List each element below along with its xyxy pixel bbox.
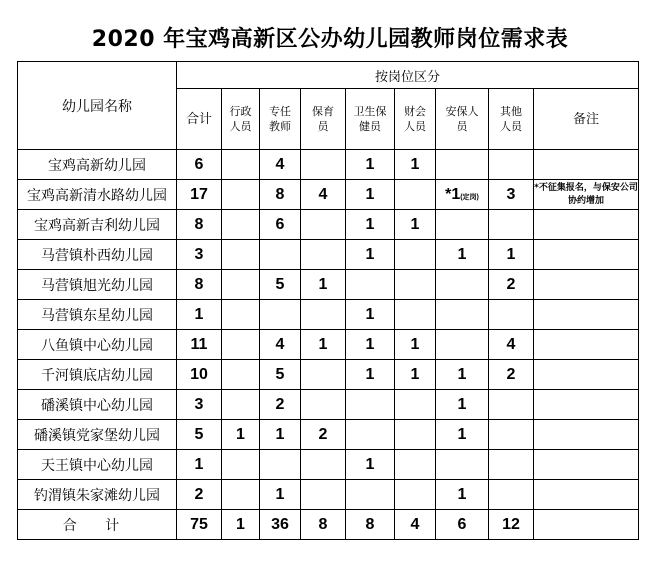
kindergarten-name: 磻溪镇党家堡幼儿园 [18, 420, 177, 450]
count-cell: 4 [489, 330, 534, 360]
count-cell [436, 270, 489, 300]
count-cell: 6 [260, 210, 301, 240]
count-cell [395, 180, 436, 210]
count-cell [395, 450, 436, 480]
column-header-4: 卫生保 健员 [346, 89, 395, 150]
count-cell [222, 240, 260, 270]
count-cell: 2 [489, 360, 534, 390]
count-cell: 4 [260, 150, 301, 180]
count-cell: 3 [489, 180, 534, 210]
header-name: 幼儿园名称 [18, 62, 177, 150]
count-cell [436, 330, 489, 360]
count-cell: 2 [260, 390, 301, 420]
count-cell [260, 240, 301, 270]
column-header-3: 保育 员 [301, 89, 346, 150]
count-cell: 1 [395, 150, 436, 180]
table-row [18, 390, 639, 420]
total-cell: 8 [346, 510, 395, 540]
table-row [18, 270, 639, 300]
count-cell: 1 [346, 240, 395, 270]
count-cell: 1 [395, 360, 436, 390]
count-cell [301, 360, 346, 390]
count-cell [301, 450, 346, 480]
security-note-sub: (定岗) [460, 193, 479, 201]
kindergarten-name: 马营镇朴西幼儿园 [18, 240, 177, 270]
count-cell [222, 150, 260, 180]
remark-cell [534, 480, 639, 510]
count-cell [436, 300, 489, 330]
column-header-5: 财会 人员 [395, 89, 436, 150]
count-cell [222, 360, 260, 390]
kindergarten-name: 马营镇旭光幼儿园 [18, 270, 177, 300]
count-cell [222, 180, 260, 210]
count-cell: 4 [301, 180, 346, 210]
count-cell: 17 [177, 180, 222, 210]
count-cell: 1 [346, 450, 395, 480]
kindergarten-name: 磻溪镇中心幼儿园 [18, 390, 177, 420]
count-cell: 1 [346, 300, 395, 330]
table-row [18, 330, 639, 360]
count-cell [489, 480, 534, 510]
kindergarten-name: 宝鸡高新幼儿园 [18, 150, 177, 180]
page-title: 2020 年宝鸡高新区公办幼儿园教师岗位需求表 [91, 27, 569, 52]
count-cell: 1 [436, 480, 489, 510]
count-cell [301, 210, 346, 240]
count-cell: 6 [177, 150, 222, 180]
count-cell [436, 150, 489, 180]
table-row [18, 300, 639, 330]
table-row [18, 360, 639, 390]
count-cell: 1 [395, 210, 436, 240]
count-cell [395, 480, 436, 510]
count-cell: *1(定岗) [436, 180, 489, 210]
count-cell [222, 210, 260, 240]
remark-cell [534, 270, 639, 300]
count-cell [346, 390, 395, 420]
count-cell [222, 300, 260, 330]
total-row [18, 510, 639, 540]
count-cell [222, 270, 260, 300]
count-cell: 1 [346, 330, 395, 360]
count-cell [489, 420, 534, 450]
count-cell [222, 480, 260, 510]
count-cell [489, 210, 534, 240]
total-cell: 4 [395, 510, 436, 540]
total-cell [534, 510, 639, 540]
remark-cell [534, 240, 639, 270]
kindergarten-name: 宝鸡高新清水路幼儿园 [18, 180, 177, 210]
header-group: 按岗位区分 [177, 62, 639, 89]
count-cell: 8 [177, 210, 222, 240]
remark-cell: *不征集报名，与保安公司协约增加 [534, 180, 639, 210]
count-cell: 1 [436, 420, 489, 450]
count-cell [346, 480, 395, 510]
total-cell: 6 [436, 510, 489, 540]
total-label: 合 计 [18, 510, 177, 540]
count-cell [395, 390, 436, 420]
job-demand-table [17, 61, 639, 540]
count-cell: 1 [346, 150, 395, 180]
count-cell [301, 300, 346, 330]
count-cell [260, 300, 301, 330]
count-cell: 1 [301, 330, 346, 360]
count-cell: 1 [260, 480, 301, 510]
table-row [18, 180, 639, 210]
kindergarten-name: 马营镇东星幼儿园 [18, 300, 177, 330]
count-cell: 1 [346, 210, 395, 240]
kindergarten-name: 天王镇中心幼儿园 [18, 450, 177, 480]
count-cell [436, 450, 489, 480]
total-cell: 12 [489, 510, 534, 540]
count-cell: 8 [260, 180, 301, 210]
table-row [18, 480, 639, 510]
count-cell [260, 450, 301, 480]
table-row [18, 150, 639, 180]
column-header-2: 专任 教师 [260, 89, 301, 150]
count-cell: 1 [489, 240, 534, 270]
count-cell: 1 [222, 420, 260, 450]
kindergarten-name: 宝鸡高新吉利幼儿园 [18, 210, 177, 240]
count-cell [301, 480, 346, 510]
column-header-0: 合计 [177, 89, 222, 150]
count-cell [395, 270, 436, 300]
count-cell [395, 420, 436, 450]
kindergarten-name: 千河镇底店幼儿园 [18, 360, 177, 390]
count-cell: 2 [177, 480, 222, 510]
count-cell: 1 [436, 360, 489, 390]
count-cell: 3 [177, 240, 222, 270]
count-cell [395, 300, 436, 330]
count-cell: 1 [395, 330, 436, 360]
count-cell [301, 150, 346, 180]
count-cell [222, 390, 260, 420]
count-cell [346, 270, 395, 300]
count-cell: 1 [260, 420, 301, 450]
remark-cell [534, 360, 639, 390]
table-row [18, 420, 639, 450]
count-cell: 2 [301, 420, 346, 450]
count-cell: 11 [177, 330, 222, 360]
remark-cell [534, 450, 639, 480]
count-cell [301, 390, 346, 420]
kindergarten-name: 钓渭镇朱家滩幼儿园 [18, 480, 177, 510]
count-cell: 2 [489, 270, 534, 300]
count-cell [301, 240, 346, 270]
count-cell: 5 [177, 420, 222, 450]
count-cell: 3 [177, 390, 222, 420]
count-cell: 1 [177, 300, 222, 330]
count-cell: 5 [260, 270, 301, 300]
column-header-1: 行政 人员 [222, 89, 260, 150]
count-cell: 1 [301, 270, 346, 300]
count-cell: 8 [177, 270, 222, 300]
count-cell [489, 390, 534, 420]
remark-cell [534, 150, 639, 180]
count-cell [436, 210, 489, 240]
count-cell: 1 [436, 240, 489, 270]
count-cell: 1 [436, 390, 489, 420]
total-cell: 36 [260, 510, 301, 540]
count-cell: 1 [346, 180, 395, 210]
count-cell [489, 300, 534, 330]
count-cell [222, 330, 260, 360]
column-header-6: 安保人 员 [436, 89, 489, 150]
remark-cell [534, 390, 639, 420]
column-header-7: 其他 人员 [489, 89, 534, 150]
count-cell [489, 150, 534, 180]
kindergarten-name: 八鱼镇中心幼儿园 [18, 330, 177, 360]
column-header-8: 备注 [534, 89, 639, 150]
count-cell: 10 [177, 360, 222, 390]
total-cell: 1 [222, 510, 260, 540]
count-cell: 1 [177, 450, 222, 480]
remark-cell [534, 330, 639, 360]
count-cell [489, 450, 534, 480]
count-cell [395, 240, 436, 270]
remark-cell [534, 210, 639, 240]
remark-cell [534, 300, 639, 330]
count-cell [222, 450, 260, 480]
count-cell [346, 420, 395, 450]
count-cell: 5 [260, 360, 301, 390]
table-row [18, 240, 639, 270]
table-row [18, 450, 639, 480]
count-cell: 1 [346, 360, 395, 390]
remark-cell [534, 420, 639, 450]
table-row [18, 210, 639, 240]
total-cell: 75 [177, 510, 222, 540]
count-cell: 4 [260, 330, 301, 360]
total-cell: 8 [301, 510, 346, 540]
